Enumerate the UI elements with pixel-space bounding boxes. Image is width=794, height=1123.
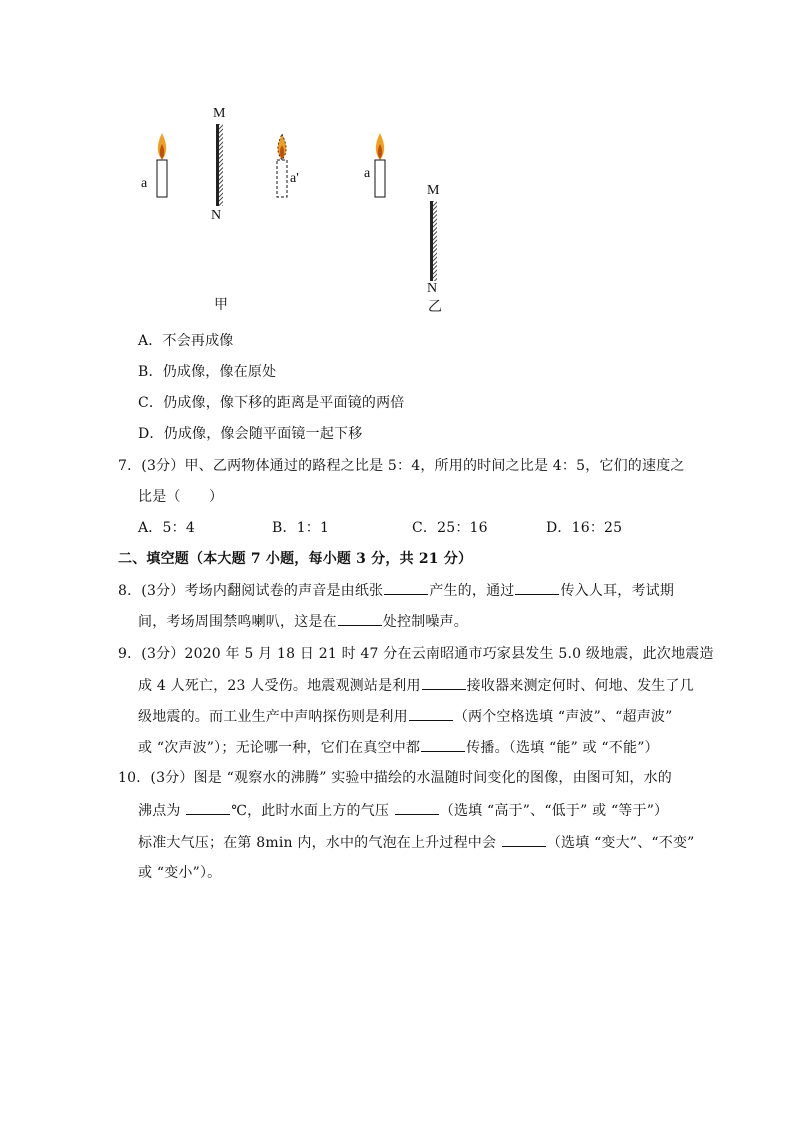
q7-stem-line-2: 比是（ ） [138,489,224,505]
q8-blank-3 [338,611,382,626]
q9-blank-2 [409,706,453,721]
mirror-hatching-right [433,201,437,281]
q10-line-1: 10．(3分）图是 “观察水的沸腾” 实验中描绘的水温随时间变化的图像，由图可知，水的 [118,770,672,786]
q10-blank-1 [186,800,230,815]
q9-text-2b: 接收器来测定何时、何地、发生了几 [466,678,694,694]
mirror-label-m-right: M [427,183,440,198]
q8-text-5: 处控制噪声。 [382,614,469,630]
q9-text-3b: （两个空格选填 “声波”、“超声波” [453,709,673,725]
q6-option-a: A．不会再成像 [138,333,234,349]
q8-text-4: 间，考场周围禁鸣喇叭，这是在 [138,614,337,630]
q6-option-b: B．仍成像，像在原处 [138,364,277,380]
candle-a2-label: a [364,166,371,181]
q8-line-1 [118,580,674,601]
q9-text-4b: 传播。（选填 “能” 或 “不能”） [466,740,659,756]
q9-blank-3 [421,737,465,752]
candle-a2-icon [368,130,392,200]
q10-text-3b: （选填 “变大”、“不变” [546,835,695,851]
q7-option-d: D．16：25 [546,520,623,536]
q9-text-4a: 或 “次声波”）；无论哪一种，它们在真空中都 [138,740,421,756]
q9-text-3a: 级地震的。而工业生产中声呐探伤则是利用 [138,709,408,725]
q9-line-4 [138,737,659,758]
q10-line-2 [138,800,668,821]
q6-option-d: D．仍成像，像会随平面镜一起下移 [138,426,363,442]
q10-text-2b: ℃，此时水面上方的气压 [231,803,394,819]
q10-line-3 [138,832,695,853]
q8-blank-2 [515,580,559,595]
q10-line-4: 或 “变小”）。 [138,865,222,881]
q10-text-2c: （选填 “高于”、“低于” 或 “等于”） [439,803,669,819]
q8-text-1: 8．(3分）考场内翻阅试卷的声音是由纸张 [118,583,384,599]
q7-stem-line-1: 7．(3分）甲、乙两物体通过的路程之比是 5：4，所用的时间之比是 4：5，它们的速度之 [118,458,685,474]
q9-line-1: 9．(3分）2020 年 5 月 18 日 21 时 47 分在云南昭通市巧家县发生 5.0 级地震，此次地震造 [118,646,714,662]
candle-image-label: a' [290,171,299,186]
mirror-label-m-left: M [213,106,226,121]
q8-line-2 [138,611,468,632]
q9-blank-1 [422,675,466,690]
candle-image-icon [270,130,294,200]
q10-text-3a: 标准大气压；在第 8min 内，水中的气泡在上升过程中会 [138,835,501,851]
q7-option-c: C．25：16 [412,520,488,536]
q9-line-3 [138,706,673,727]
figure-caption-jia: 甲 [214,298,228,313]
q7-option-b: B．1：1 [272,520,330,536]
mirror-label-n-left: N [211,208,222,223]
q6-option-c: C．仍成像，像下移的距离是平面镜的两倍 [138,395,405,411]
q9-line-2 [138,675,694,696]
candle-a-icon [150,130,174,200]
q8-text-2: 产生的，通过 [429,583,515,599]
q10-blank-2 [395,800,439,815]
q8-blank-1 [384,580,428,595]
mirror-label-n-right: N [427,281,438,296]
q10-blank-3 [502,832,546,847]
q8-text-3: 传入人耳，考试期 [560,583,675,599]
figure-caption-yi: 乙 [428,300,442,315]
section-2-title: 二、填空题（本大题 7 小题，每小题 3 分，共 21 分） [118,551,473,567]
q7-option-a: A．5：4 [138,520,195,536]
candle-a-label: a [141,176,148,191]
mirror-hatching-left [219,124,223,206]
q9-text-2a: 成 4 人死亡，23 人受伤。地震观测站是利用 [138,678,421,694]
q10-text-2a: 沸点为 [138,803,186,819]
